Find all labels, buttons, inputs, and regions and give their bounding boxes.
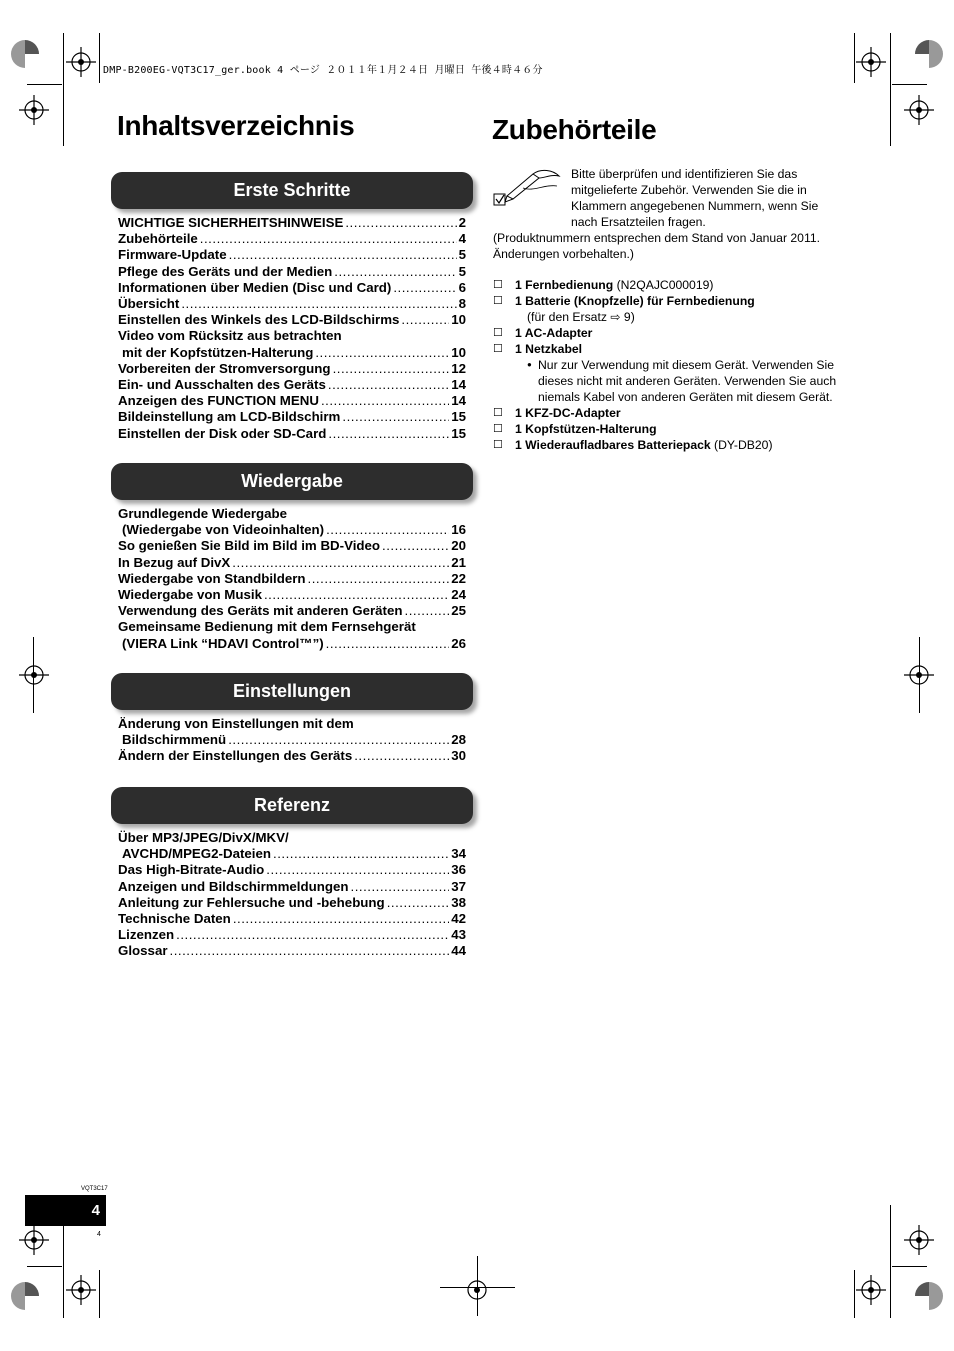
checkbox-icon: ☐ xyxy=(493,327,503,339)
toc-entry xyxy=(118,846,466,862)
list-item: ☐ 1 Fernbedienung (N2QAJC000019) xyxy=(493,278,714,292)
toc-entry xyxy=(118,619,466,635)
toc-page-number: 6 xyxy=(458,279,466,295)
list-item: ☐ 1 KFZ-DC-Adapter xyxy=(493,406,621,420)
toc-entry xyxy=(118,911,466,927)
leader-dots xyxy=(200,231,457,247)
section-bar-einstellungen: Einstellungen xyxy=(111,673,473,710)
leader-dots xyxy=(328,426,449,442)
leader-dots xyxy=(315,345,449,361)
toc-entry-text: Glossar xyxy=(118,943,168,959)
accessories-intro: Bitte überprüfen und identifizieren Sie das mitgelieferte Zubehör. Verwenden Sie die in Klammern angegebenen Nummern, wenn Sie nach Ersatzteilen fragen. xyxy=(571,167,819,229)
product-number-note: (Produktnummern entsprechen dem Stand von Januar 2011. Änderungen vorbehalten.) xyxy=(493,231,820,261)
toc-entry xyxy=(118,716,466,732)
leader-dots xyxy=(233,911,449,927)
toc-page-number: 15 xyxy=(451,409,466,425)
toc-page-number: 24 xyxy=(451,587,466,603)
toc-entry xyxy=(118,409,466,425)
toc-entry xyxy=(118,732,466,748)
leader-dots xyxy=(308,571,450,587)
toc-page-number: 15 xyxy=(451,425,466,441)
toc-entry xyxy=(118,393,466,409)
toc-page-number: 26 xyxy=(451,635,466,651)
leader-dots xyxy=(334,264,456,280)
list-item: ☐ 1 Kopfstützen-Halterung xyxy=(493,422,657,436)
leader-dots xyxy=(326,522,449,538)
toc-entry xyxy=(118,571,466,587)
doc-code: VQT3C17 xyxy=(81,1186,108,1192)
toc-entry xyxy=(118,522,466,538)
toc-page-number: 10 xyxy=(451,344,466,360)
toc-entry-text: Ein- und Ausschalten des Geräts xyxy=(118,377,326,393)
accessories-title: Zubehörteile xyxy=(492,114,657,145)
section-bar-wiedergabe: Wiedergabe xyxy=(111,463,473,500)
toc-entry xyxy=(118,231,466,247)
leader-dots xyxy=(405,603,450,619)
toc-page-number: 28 xyxy=(451,732,466,748)
toc-entry-text: Gemeinsame Bedienung mit dem Fernsehgerät xyxy=(118,619,416,635)
toc-entry xyxy=(118,247,466,263)
leader-dots xyxy=(393,280,456,296)
print-file-header: DMP-B200EG-VQT3C17_ger.book 4 ページ ２０１１年１月２４日 月曜日 午後４時４６分 xyxy=(103,65,543,76)
cable-note: ● Nur zur Verwendung mit diesem Gerät. Verwenden Sie dieses nicht mit anderen Geräten. Verwenden Sie auch niemals Kabel von anderen Geräten mit diesem Gerät. xyxy=(527,358,837,404)
toc-entry xyxy=(118,426,466,442)
section-bar-erste-schritte: Erste Schritte xyxy=(111,172,473,209)
toc-entry-text: Bildeinstellung am LCD-Bildschirm xyxy=(118,409,341,425)
leader-dots xyxy=(382,538,449,554)
checkbox-icon: ☐ xyxy=(493,423,503,435)
toc-entry xyxy=(118,312,466,328)
toc-entry xyxy=(118,377,466,393)
leader-dots xyxy=(321,393,449,409)
toc-page-number: 12 xyxy=(451,360,466,376)
toc-list-wiedergabe xyxy=(118,506,466,652)
toc-entry-text: AVCHD/MPEG2-Dateien xyxy=(122,846,271,862)
toc-entry xyxy=(118,506,466,522)
toc-entry-text: Zubehörteile xyxy=(118,231,198,247)
toc-entry xyxy=(118,345,466,361)
toc-entry xyxy=(118,555,466,571)
toc-list-referenz xyxy=(118,830,466,960)
toc-page-number: 22 xyxy=(451,570,466,586)
leader-dots xyxy=(345,215,456,231)
toc-page-number: 34 xyxy=(451,846,466,862)
leader-dots xyxy=(229,247,457,263)
leader-dots xyxy=(328,377,449,393)
toc-entry xyxy=(118,328,466,344)
toc-entry xyxy=(118,538,466,554)
leader-dots xyxy=(266,862,449,878)
toc-entry-text: Anzeigen des FUNCTION MENU xyxy=(118,393,319,409)
leader-dots xyxy=(181,296,456,312)
checkbox-icon: ☐ xyxy=(493,343,503,355)
toc-entry-text: In Bezug auf DivX xyxy=(118,554,231,570)
toc-page-number: 25 xyxy=(451,603,466,619)
toc-entry xyxy=(118,895,466,911)
leader-dots xyxy=(342,409,449,425)
toc-page-number: 44 xyxy=(451,943,466,959)
section-bar-referenz: Referenz xyxy=(111,787,473,824)
toc-entry xyxy=(118,879,466,895)
toc-page-number: 21 xyxy=(451,554,466,570)
leader-dots xyxy=(232,555,449,571)
toc-entry-text: Informationen über Medien (Disc und Card) xyxy=(118,279,392,295)
toc-list-einstellungen xyxy=(118,716,466,765)
toc-entry-text: Technische Daten xyxy=(118,911,231,927)
bullet-icon: ● xyxy=(527,360,532,369)
toc-entry-text: mit der Kopfstützen-Halterung xyxy=(122,344,314,360)
toc-entry-text: So genießen Sie Bild im Bild im BD-Video xyxy=(118,538,381,554)
checkbox-icon: ☐ xyxy=(493,279,503,291)
toc-entry-text: Wiedergabe von Musik xyxy=(118,587,262,603)
leader-dots xyxy=(351,879,450,895)
toc-entry xyxy=(118,862,466,878)
pen-check-icon xyxy=(493,166,565,210)
toc-entry-text: Verwendung des Geräts mit anderen Geräten xyxy=(118,603,403,619)
toc-entry-text: Übersicht xyxy=(118,296,180,312)
leader-dots xyxy=(264,587,449,603)
accessory-list xyxy=(493,277,853,453)
toc-entry-text: Video vom Rücksitz aus betrachten xyxy=(118,328,342,344)
toc-entry-text: Anleitung zur Fehlersuche und -behebung xyxy=(118,894,385,910)
toc-page-number: 43 xyxy=(451,927,466,943)
toc-entry-text: Änderung von Einstellungen mit dem xyxy=(118,716,354,731)
leader-dots xyxy=(333,361,450,377)
leader-dots xyxy=(387,895,450,911)
toc-entry-text: Über MP3/JPEG/DivX/MKV/ xyxy=(118,830,289,845)
toc-entry xyxy=(118,587,466,603)
leader-dots xyxy=(228,732,449,748)
toc-page-number: 14 xyxy=(451,377,466,393)
toc-entry xyxy=(118,927,466,943)
list-item: ☐ 1 Wiederaufladbares Batteriepack (DY-DB20) xyxy=(493,438,773,452)
toc-entry-text: Anzeigen und Bildschirmmeldungen xyxy=(118,878,349,894)
toc-entry-text: (Wiedergabe von Videoinhalten) xyxy=(122,522,325,538)
toc-entry xyxy=(118,943,466,959)
checkbox-icon: ☐ xyxy=(493,439,503,451)
checkbox-icon: ☐ xyxy=(493,407,503,419)
toc-entry xyxy=(118,280,466,296)
toc-entry xyxy=(118,361,466,377)
toc-entry-text: Lizenzen xyxy=(118,927,175,943)
leader-dots xyxy=(176,927,449,943)
toc-entry-text: Grundlegende Wiedergabe xyxy=(118,506,288,521)
list-item: ☐ 1 Netzkabel xyxy=(493,342,583,356)
toc-entry-text: Bildschirmmenü xyxy=(122,732,227,748)
toc-page-number: 14 xyxy=(451,393,466,409)
toc-entry-text: WICHTIGE SICHERHEITSHINWEISE xyxy=(118,215,344,230)
toc-title: Inhaltsverzeichnis xyxy=(117,110,355,141)
page-number-small: 4 xyxy=(97,1231,101,1238)
toc-entry xyxy=(118,830,466,846)
toc-page-number: 5 xyxy=(458,263,466,279)
leader-dots xyxy=(354,748,449,764)
toc-page-number: 10 xyxy=(451,312,466,328)
toc-entry-text: Pflege des Geräts und der Medien xyxy=(118,263,333,279)
toc-entry-text: Einstellen des Winkels des LCD-Bildschirms xyxy=(118,312,400,328)
leader-dots xyxy=(401,312,449,328)
toc-entry-text: (VIERA Link “HDAVI Control™”) xyxy=(122,635,324,651)
toc-page-number: 37 xyxy=(451,878,466,894)
toc-entry-text: Das High-Bitrate-Audio xyxy=(118,862,265,878)
toc-page-number: 16 xyxy=(451,522,466,538)
toc-page-number: 42 xyxy=(451,911,466,927)
toc-page-number: 36 xyxy=(451,862,466,878)
toc-entry xyxy=(118,603,466,619)
toc-entry xyxy=(118,636,466,652)
toc-entry-text: Wiedergabe von Standbildern xyxy=(118,570,306,586)
toc-entry-text: Vorbereiten der Stromversorgung xyxy=(118,360,331,376)
toc-entry-text: Firmware-Update xyxy=(118,247,227,263)
toc-page-number: 8 xyxy=(458,296,466,312)
toc-list-erste-schritte xyxy=(118,215,466,442)
toc-entry xyxy=(118,296,466,312)
list-item: ☐ 1 Batterie (Knopfzelle) für Fernbedienung xyxy=(493,294,755,308)
toc-page-number: 4 xyxy=(458,231,466,247)
toc-entry-text: Einstellen der Disk oder SD-Card xyxy=(118,425,327,441)
list-item: ☐ 1 AC-Adapter xyxy=(493,326,593,340)
leader-dots xyxy=(326,636,450,652)
battery-replacement-ref: (für den Ersatz ⇨ 9) xyxy=(527,310,635,324)
leader-dots xyxy=(273,846,449,862)
toc-page-number: 2 xyxy=(458,215,466,230)
leader-dots xyxy=(170,943,450,959)
checkbox-icon: ☐ xyxy=(493,295,503,307)
toc-page-number: 5 xyxy=(458,247,466,263)
toc-entry xyxy=(118,264,466,280)
toc-page-number: 20 xyxy=(451,538,466,554)
page-number-box: 4 xyxy=(25,1195,106,1226)
toc-page-number: 30 xyxy=(451,748,466,764)
toc-entry-text: Ändern der Einstellungen des Geräts xyxy=(118,748,353,764)
toc-entry xyxy=(118,215,466,231)
toc-page-number: 38 xyxy=(451,894,466,910)
toc-entry xyxy=(118,748,466,764)
